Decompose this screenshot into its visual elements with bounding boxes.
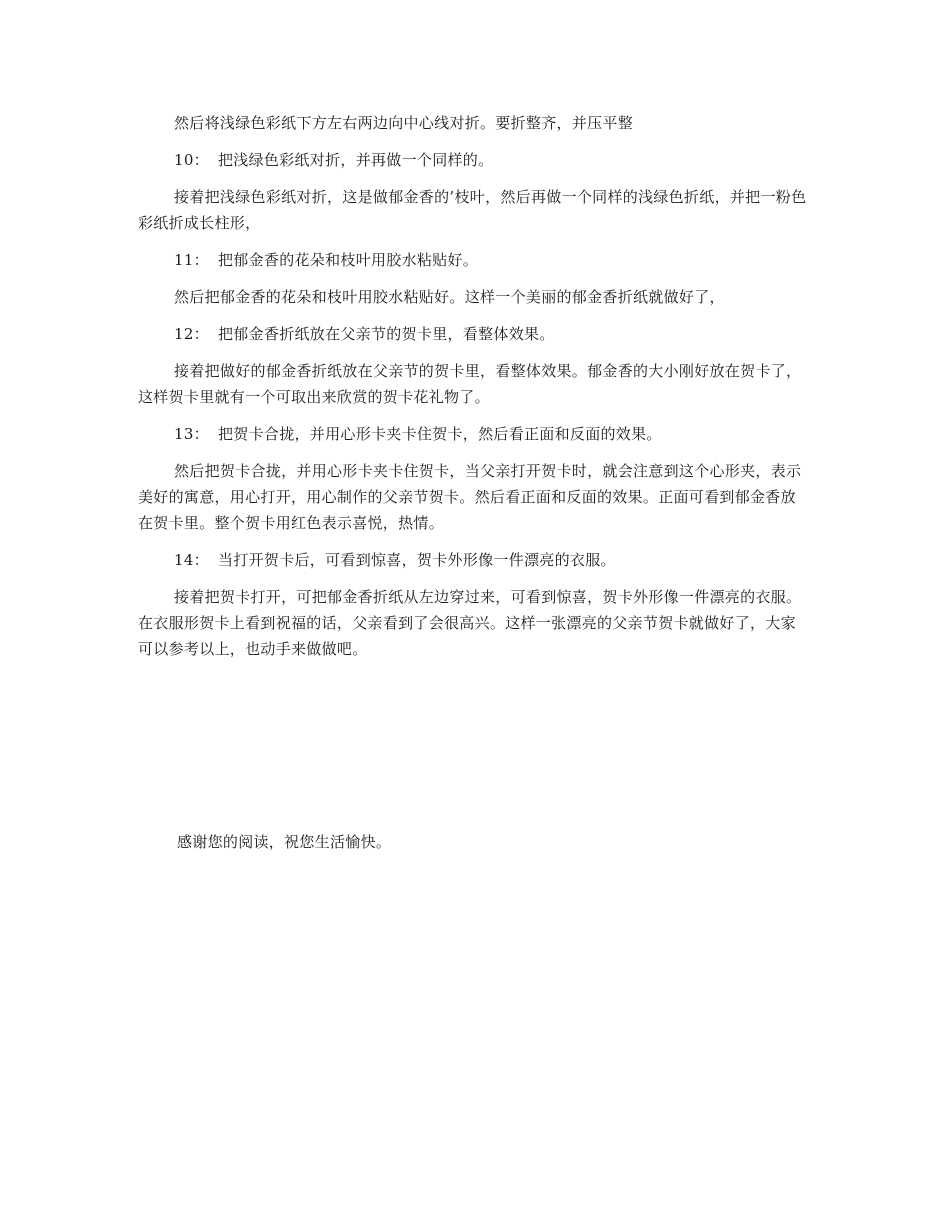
step-number: 12： <box>174 325 209 343</box>
step-text: 把浅绿色彩纸对折，并再做一个同样的。 <box>218 151 494 169</box>
step-number: 14： <box>174 551 209 569</box>
paragraph: 接着把贺卡打开，可把郁金香折纸从左边穿过来，可看到惊喜，贺卡外形像一件漂亮的衣服。在衣服形贺卡上看到祝福的话，父亲看到了会很高兴。这样一张漂亮的父亲节贺卡就做好了，大家可以参考以上，也动手来做做吧。 <box>138 588 802 658</box>
step-number: 10： <box>174 151 209 169</box>
document-body <box>138 110 810 673</box>
paragraph: 然后把郁金香的花朵和枝叶用胶水粘贴好。这样一个美丽的郁金香折纸就做好了， <box>174 288 725 306</box>
step-heading <box>138 247 810 273</box>
step-heading <box>138 421 810 447</box>
step-number: 13： <box>174 425 209 443</box>
step-text: 把贺卡合拢，并用心形卡夹卡住贺卡，然后看正面和反面的效果。 <box>218 425 662 443</box>
step-heading <box>138 547 810 573</box>
paragraph: 然后把贺卡合拢，并用心形卡夹卡住贺卡，当父亲打开贺卡时，就会注意到这个心形夹，表示美好的寓意，用心打开，用心制作的父亲节贺卡。然后看正面和反面的效果。正面可看到郁金香放在贺卡里。整个贺卡用红色表示喜悦，热情。 <box>138 462 802 532</box>
step-text: 当打开贺卡后，可看到惊喜，贺卡外形像一件漂亮的衣服。 <box>218 551 616 569</box>
paragraph: 接着把浅绿色彩纸对折，这是做郁金香的’枝叶，然后再做一个同样的浅绿色折纸，并把一粉色彩纸折成长柱形， <box>138 188 807 232</box>
step-heading <box>138 147 810 173</box>
closing-line: 感谢您的阅读，祝您生活愉快。 <box>177 833 392 851</box>
step-number: 11： <box>174 251 209 269</box>
step-heading <box>138 321 810 347</box>
paragraph: 然后将浅绿色彩纸下方左右两边向中心线对折。要折整齐，并压平整 <box>174 114 634 132</box>
step-text: 把郁金香折纸放在父亲节的贺卡里，看整体效果。 <box>218 325 555 343</box>
step-text: 把郁金香的花朵和枝叶用胶水粘贴好。 <box>218 251 479 269</box>
paragraph: 接着把做好的郁金香折纸放在父亲节的贺卡里，看整体效果。郁金香的大小刚好放在贺卡了，这样贺卡里就有一个可取出来欣赏的贺卡花礼物了。 <box>138 362 802 406</box>
